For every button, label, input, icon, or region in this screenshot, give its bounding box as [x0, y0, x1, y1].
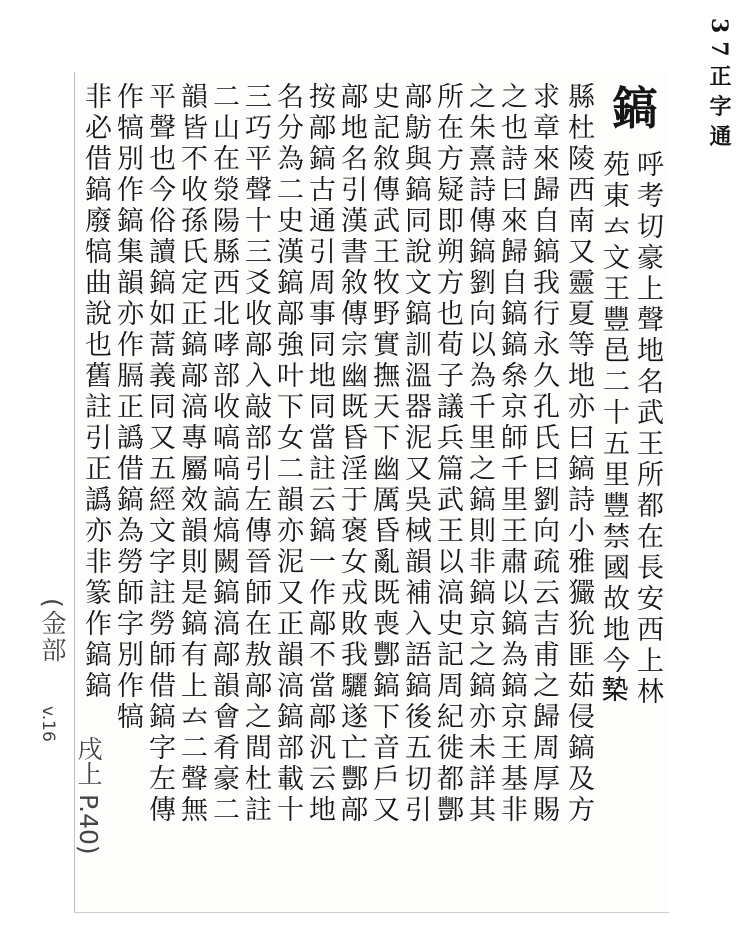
text-column: 鄗地名引漢書敘傳宗幽既昏淫于褒女戎敗我驪遂亡酆鄗 [336, 82, 367, 826]
text-column: 名分為二史漢鎬鄗強叶下女二韻亦泥又正韻滈鎬部載十 [272, 82, 303, 826]
text-column: 非必借鎬廢犒曲說也舊註引正譌亦非篆作鎬鎬 [80, 82, 111, 702]
text-column: 所在方疑即朔方也荀子議兵篇武王以滈史記周紀徙都酆 [432, 82, 463, 826]
text-column: 作犒別作鎬集韻亦作膈正譌借鎬為勞師字別作犒 [112, 82, 143, 733]
text-column: 苑東𠫓文王豐邑二十五里豐禁國故地今𣙗 [598, 150, 629, 708]
text-column: 鄗䲱與鎬同說文鎬訓溫器泥又吳棫韻補入語鎬後五切引 [400, 82, 431, 826]
text-column: 平聲也今俗讀鎬如蒿義同又五經文字註勞師借鎬字左傳 [144, 82, 175, 826]
page-id-label: 37正字通 [706, 18, 732, 155]
text-column: 史記敘傳武王牧野實撫天下幽厲昏亂既喪酆鎬下音戶又 [368, 82, 399, 826]
text-column: 求章來歸自鎬我行永久孔氏曰劉向疏云吉甫之歸周厚賜 [528, 82, 559, 826]
text-column: 三巧平聲十三爻收鄗入敲部引左傳晉師在敖鄗之間杜註 [240, 82, 271, 826]
handwritten-page-ref: 戌上 P.40) [74, 736, 103, 855]
text-column: 韻皆不收孫氏定正鎬鄗滈專屬效韻則是鎬有上𠫓二聲無 [176, 82, 207, 826]
handwritten-note: (金部 [38, 598, 67, 664]
handwritten-volume: v.16 [38, 706, 58, 742]
text-column: 之也詩曰來歸自鎬鎬㕘京師千里王肅以鎬為鎬京王基非 [496, 82, 527, 826]
headword: 鎬 [605, 84, 659, 134]
text-column: 縣杜陵西南又靈夏等地亦曰鎬詩小雅玁狁匪茹侵鎬及方 [563, 82, 594, 826]
text-column: 之朱熹詩傳鎬劉向以為千里之鎬則非鎬京之鎬亦未詳其 [464, 82, 495, 826]
text-column: 呼考切豪上聲地名武王所都在長安西上林 [632, 150, 663, 708]
text-column: 按鄗鎬古通引周事同地同當註云鎬一作鄗不當鄗汎云地 [304, 82, 335, 826]
text-column: 二山在滎陽縣西北哮部收嗃嗃謞熇闕鎬滈鄗韻會肴豪二 [208, 82, 239, 826]
